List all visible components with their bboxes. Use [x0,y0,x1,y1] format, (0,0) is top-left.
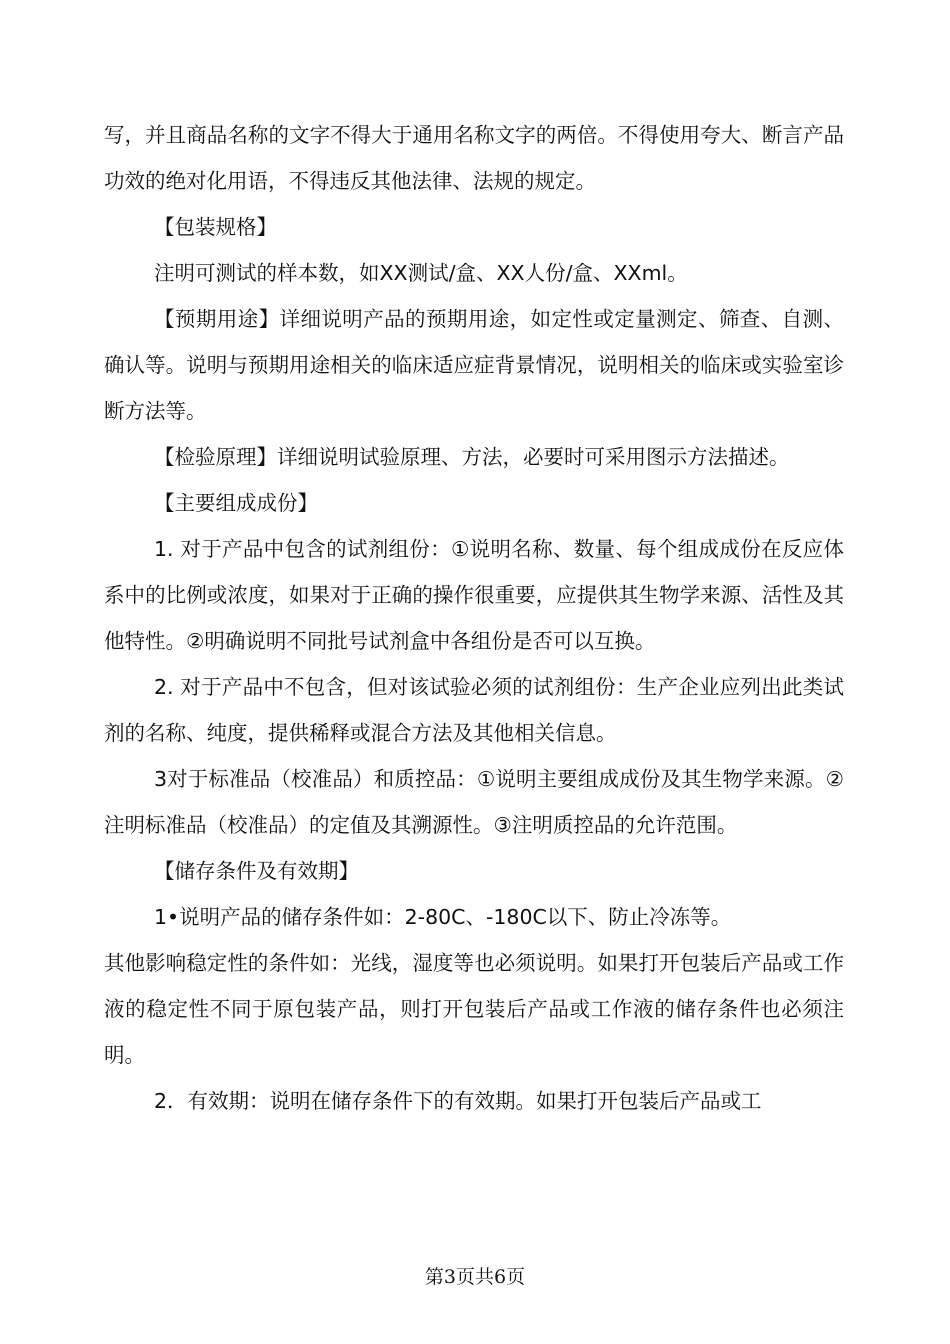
paragraph-storage-stability: 其他影响稳定性的条件如：光线，湿度等也必须说明。如果打开包装后产品或工作液的稳定性不同于原包装产品，则打开包装后产品或工作液的储存条件也必须注明。 [104,951,844,1067]
section-heading-packaging: 【包装规格】 [154,215,277,239]
paragraph-components-2: 2. 对于产品中不包含，但对该试验必须的试剂组份：生产企业应列出此类试剂的名称、纯度，提供稀释或混合方法及其他相关信息。 [104,675,844,745]
paragraph-packaging-spec: 注明可测试的样本数，如XX测试/盒、XX人份/盒、XXml。 [154,261,688,285]
section-heading-storage: 【储存条件及有效期】 [154,859,359,883]
paragraph-intended-use: 【预期用途】详细说明产品的预期用途，如定性或定量测定、筛查、自测、确认等。说明与预期用途相关的临床适应症背景情况，说明相关的临床或实验室诊断方法等。 [104,307,844,423]
paragraph-1: 写，并且商品名称的文字不得大于通用名称文字的两倍。不得使用夸大、断言产品功效的绝对化用语，不得违反其他法律、法规的规定。 [104,123,844,193]
paragraph-components-1: 1. 对于产品中包含的试剂组份：①说明名称、数量、每个组成成份在反应体系中的比例或浓度，如果对于正确的操作很重要，应提供其生物学来源、活性及其他特性。②明确说明不同批号试剂盒中各组份是否可以互换。 [104,537,844,653]
section-heading-components: 【主要组成成份】 [154,491,318,515]
document-body [104,112,844,1124]
paragraph-storage-1: 1•说明产品的储存条件如：2-80C、-180C以下、防止冷冻等。 [154,905,732,929]
page-footer: 第3页共6页 [424,1266,526,1288]
paragraph-shelf-life: 2．有效期：说明在储存条件下的有效期。如果打开包装后产品或工 [154,1089,762,1113]
paragraph-test-principle: 【检验原理】详细说明试验原理、方法，必要时可采用图示方法描述。 [154,445,790,469]
paragraph-components-3: 3对于标准品（校准品）和质控品：①说明主要组成成份及其生物学来源。②注明标准品（校准品）的定值及其溯源性。③注明质控品的允许范围。 [104,767,844,837]
